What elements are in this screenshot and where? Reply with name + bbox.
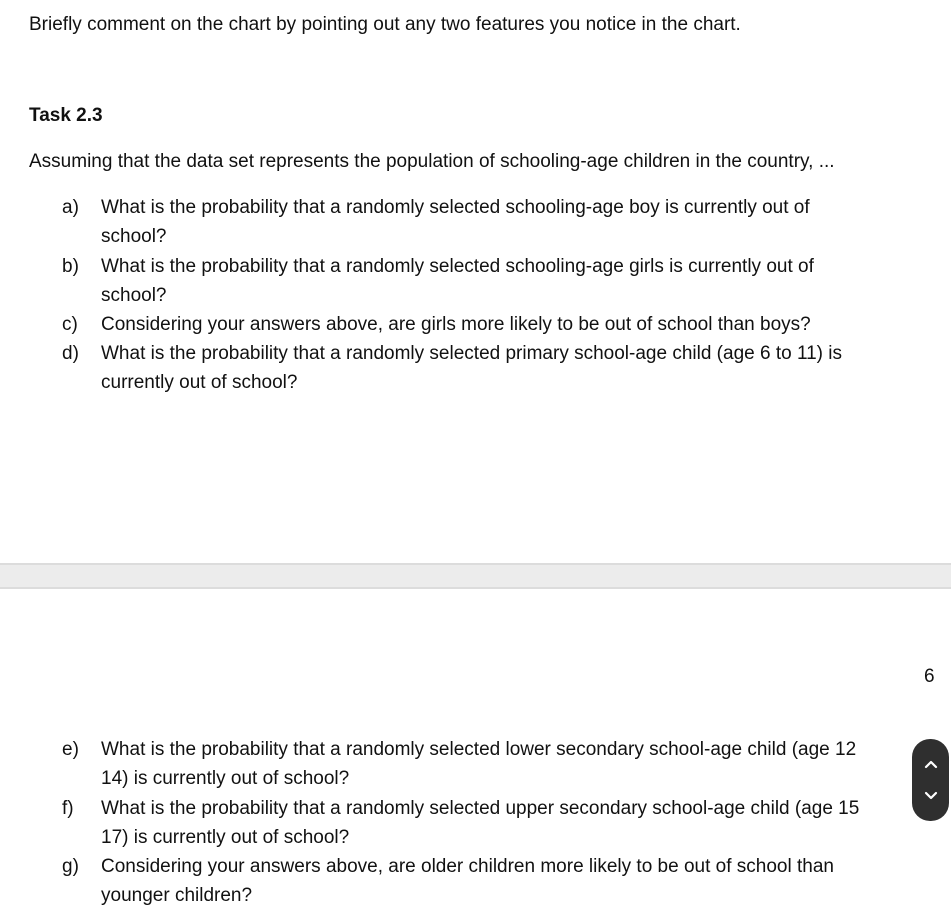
chevron-down-icon <box>924 791 938 801</box>
question-letter: b) <box>62 256 79 277</box>
question-f <box>62 794 862 852</box>
question-line: What is the probability that a randomly selected primary school-age child (age 6 to 11) is <box>101 343 843 364</box>
assumption-text: Assuming that the data set represents the population of schooling-age children in the country, ... <box>29 151 835 172</box>
question-e <box>62 735 862 793</box>
question-c <box>62 310 862 339</box>
previous-page-button[interactable] <box>912 749 949 779</box>
question-letter: e) <box>62 739 79 760</box>
question-line: currently out of school? <box>101 372 298 393</box>
intro-instruction: Briefly comment on the chart by pointing out any two features you notice in the chart. <box>29 14 741 35</box>
page-nav-control <box>912 739 949 821</box>
question-line: What is the probability that a randomly selected schooling-age girls is currently out of <box>101 256 814 277</box>
question-text <box>101 794 901 852</box>
question-letter: a) <box>62 197 79 218</box>
page-number: 6 <box>924 666 935 687</box>
question-b <box>62 252 862 310</box>
question-d <box>62 339 862 397</box>
question-line: What is the probability that a randomly selected upper secondary school-age child (age 15 <box>101 798 860 819</box>
chevron-up-icon <box>924 759 938 769</box>
question-letter: d) <box>62 343 79 364</box>
next-page-button[interactable] <box>912 781 949 811</box>
task-heading: Task 2.3 <box>29 105 103 126</box>
question-text <box>101 310 901 339</box>
question-text <box>101 735 901 793</box>
question-text <box>101 252 901 310</box>
question-line: Considering your answers above, are girls more likely to be out of school than boys? <box>101 314 811 335</box>
question-g <box>62 852 862 910</box>
question-text <box>101 339 901 397</box>
question-letter: f) <box>62 798 74 819</box>
question-line: school? <box>101 226 167 247</box>
question-line: 14) is currently out of school? <box>101 768 350 789</box>
question-line: What is the probability that a randomly selected schooling-age boy is currently out of <box>101 197 810 218</box>
page-break <box>0 563 951 589</box>
question-text <box>101 193 901 251</box>
question-line: Considering your answers above, are older children more likely to be out of school than <box>101 856 834 877</box>
question-letter: c) <box>62 314 78 335</box>
question-line: younger children? <box>101 885 253 906</box>
question-line: school? <box>101 285 167 306</box>
question-letter: g) <box>62 856 79 877</box>
question-line: What is the probability that a randomly selected lower secondary school-age child (age 12 <box>101 739 857 760</box>
question-text <box>101 852 901 910</box>
question-a <box>62 193 862 251</box>
question-line: 17) is currently out of school? <box>101 827 350 848</box>
